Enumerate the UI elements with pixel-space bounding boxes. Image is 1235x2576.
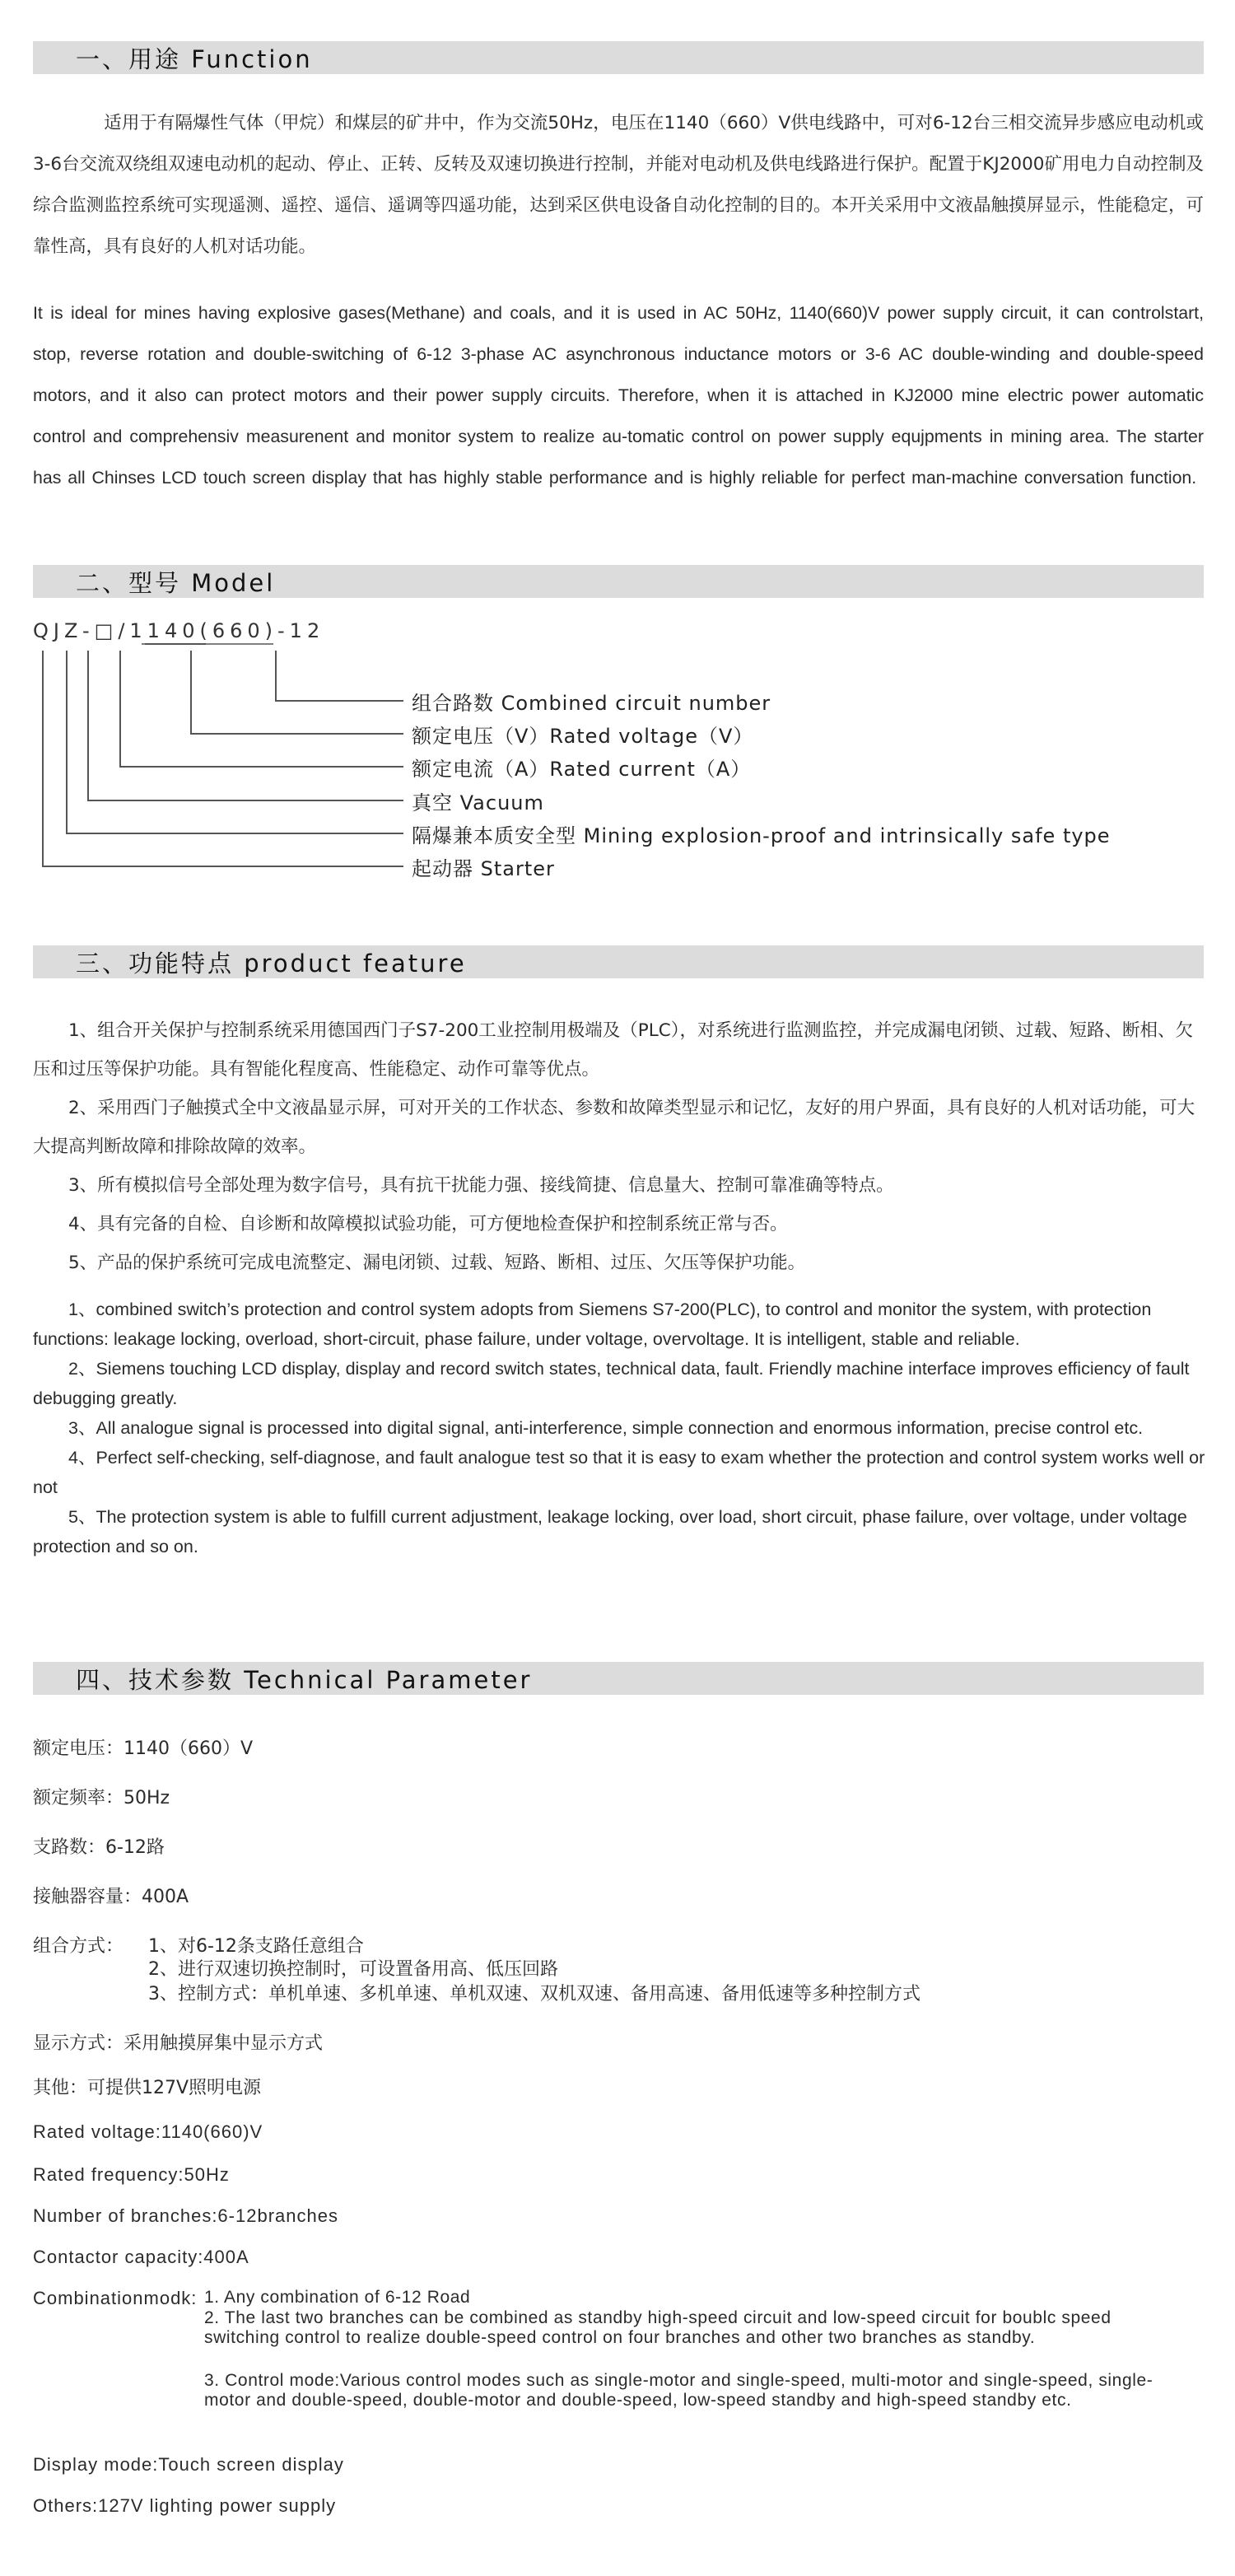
param-rated-voltage-en: Rated voltage:1140(660)V <box>33 2121 263 2142</box>
feature-item-en: 4、Perfect self-checking, self-diagnose, and fault analogue test so that it is easy to exam whether the protection and control system works well or not <box>33 1448 1205 1497</box>
feature-item-cn: 3、所有模拟信号全部处理为数字信号，具有抗干扰能力强、接线简捷、信息量大、控制可靠准确等特点。 <box>33 1175 894 1196</box>
section-title: 三、功能特点 product feature <box>76 949 467 978</box>
param-contactor-cn: 接触器容量：400A <box>33 1887 189 1907</box>
section-title: 四、技术参数 Technical Parameter <box>76 1665 533 1694</box>
param-branches-cn: 支路数：6-12路 <box>33 1837 165 1858</box>
feature-item-en: 1、combined switch’s protection and control system adopts from Siemens S7-200(PLC), to control and monitor the system, with protection functions: leakage locking, overload, short-circuit, phase failure, under voltage, overvoltage. It is intelligent, stable and reliable. <box>33 1300 1152 1349</box>
model-label-rated-voltage: 额定电压（V）Rated voltage（V） <box>412 725 754 748</box>
feature-item-en: 5、The protection system is able to fulfill current adjustment, leakage locking, over load, short circuit, phase failure, over voltage, under voltage protection and so on. <box>33 1507 1187 1556</box>
param-combination-item-cn: 2、进行双速切换控制时，可设置备用高、低压回路 <box>148 1959 558 1980</box>
section-header-feature <box>33 945 1204 978</box>
feature-item-cn: 5、产品的保护系统可完成电流整定、漏电闭锁、过载、短路、断相、过压、欠压等保护功能。 <box>33 1253 806 1273</box>
param-display-en: Display mode:Touch screen display <box>33 2454 344 2475</box>
param-rated-voltage-cn: 额定电压：1140（660）V <box>33 1738 254 1759</box>
function-paragraph-en: It is ideal for mines having explosive gases(Methane) and coals, and it is used in AC 50Hz, 1140(660)V power supply circuit, it can controlstart, stop, reverse rotation and double-switching of 6-12 3-phase AC asynchronous inductance motors or 3-6 AC double-winding and double-speed motors, and it also can protect motors and their power supply circuits. Therefore, when it is attached in KJ2000 mine electric power automatic control and comprehensiv measurenent and monitor system to realize au-tomatic control on power supply equjpments in mining area. The starter has all Chinses LCD touch screen display that has highly stable performance and is highly reliable for perfect man-machine conversation function. <box>33 303 1204 488</box>
param-combination-item-en: 1. Any combination of 6-12 Road <box>204 2288 471 2307</box>
feature-item-cn: 2、采用西门子触摸式全中文液晶显示屏，可对开关的工作状态、参数和故障类型显示和记忆，友好的用户界面，具有良好的人机对话功能，可大大提高判断故障和排除故障的效率。 <box>33 1098 1195 1157</box>
model-label-starter: 起动器 Starter <box>412 857 555 880</box>
param-rated-frequency-cn: 额定频率：50Hz <box>33 1788 170 1808</box>
param-other-cn: 其他：可提供127V照明电源 <box>33 2078 262 2098</box>
param-rated-frequency-en: Rated frequency:50Hz <box>33 2164 230 2185</box>
model-label-explosion-proof: 隔爆兼本质安全型 Mining explosion-proof and intrinsically safe type <box>412 824 1111 847</box>
param-combination-label-en: Combinationmodk: <box>33 2288 198 2308</box>
feature-item-cn: 1、组合开关保护与控制系统采用德国西门子S7-200工业控制用极端及（PLC），对系统进行监测监控，并完成漏电闭锁、过载、短路、断相、欠压和过压等保护功能。具有智能化程度高、性能稳定、动作可靠等优点。 <box>33 1020 1194 1080</box>
param-contactor-en: Contactor capacity:400A <box>33 2247 249 2267</box>
model-code: QJZ-□/1140(660)-12 <box>33 619 325 642</box>
feature-item-en: 2、Siemens touching LCD display, display and record switch states, technical data, fault. Friendly machine interface improves efficiency of fault debugging greatly. <box>33 1359 1190 1408</box>
section-title: 二、型号 Model <box>76 568 276 597</box>
feature-list-en <box>33 1295 1210 1561</box>
model-label-circuit-number: 组合路数 Combined circuit number <box>412 692 771 715</box>
feature-item-cn: 4、具有完备的自检、自诊断和故障模拟试验功能，可方便地检查保护和控制系统正常与否。 <box>33 1214 788 1234</box>
param-combination-label-cn: 组合方式： <box>33 1936 124 1957</box>
param-combination-item-en: 2. The last two branches can be combined as standby high-speed circuit and low-speed circuit for boublc speed switching control to realize double-speed control on four branches and other two branches as standby. <box>204 2308 1112 2347</box>
param-combination-item-cn: 3、控制方式：单机单速、多机单速、单机双速、双机双速、备用高速、备用低速等多种控制方式 <box>148 1984 921 2004</box>
section-header-parameter <box>33 1662 1204 1695</box>
feature-item-en: 3、All analogue signal is processed into digital signal, anti-interference, simple connection and enormous information, precise control etc. <box>33 1418 1144 1438</box>
param-combination-item-en: 3. Control mode:Various control modes such as single-motor and single-speed, multi-motor and single-speed, single-motor and double-speed, double-motor and double-speed, low-speed standby and high-speed standby etc. <box>204 2371 1153 2410</box>
function-paragraph-cn: 适用于有隔爆性气体（甲烷）和煤层的矿井中，作为交流50Hz，电压在1140（660）V供电线路中，可对6-12台三相交流异步感应电动机或3-6台交流双绕组双速电动机的起动、停止、正转、反转及双速切换进行控制，并能对电动机及供电线路进行保护。配置于KJ2000矿用电力自动控制及综合监测监控系统可实现遥测、遥控、遥信、遥调等四遥功能，达到采区供电设备自动化控制的目的。本开关采用中文液晶触摸屏显示，性能稳定，可靠性高，具有良好的人机对话功能。 <box>33 113 1204 257</box>
model-label-vacuum: 真空 Vacuum <box>412 791 544 814</box>
section-title: 一、用途 Function <box>76 44 313 73</box>
param-branches-en: Number of branches:6-12branches <box>33 2205 338 2226</box>
feature-list-cn <box>33 1011 1204 1282</box>
param-combination-item-cn: 1、对6-12条支路任意组合 <box>148 1936 364 1957</box>
model-label-rated-current: 额定电流（A）Rated current（A） <box>412 758 752 781</box>
param-display-cn: 显示方式：采用触摸屏集中显示方式 <box>33 2033 324 2054</box>
param-other-en: Others:127V lighting power supply <box>33 2495 337 2516</box>
